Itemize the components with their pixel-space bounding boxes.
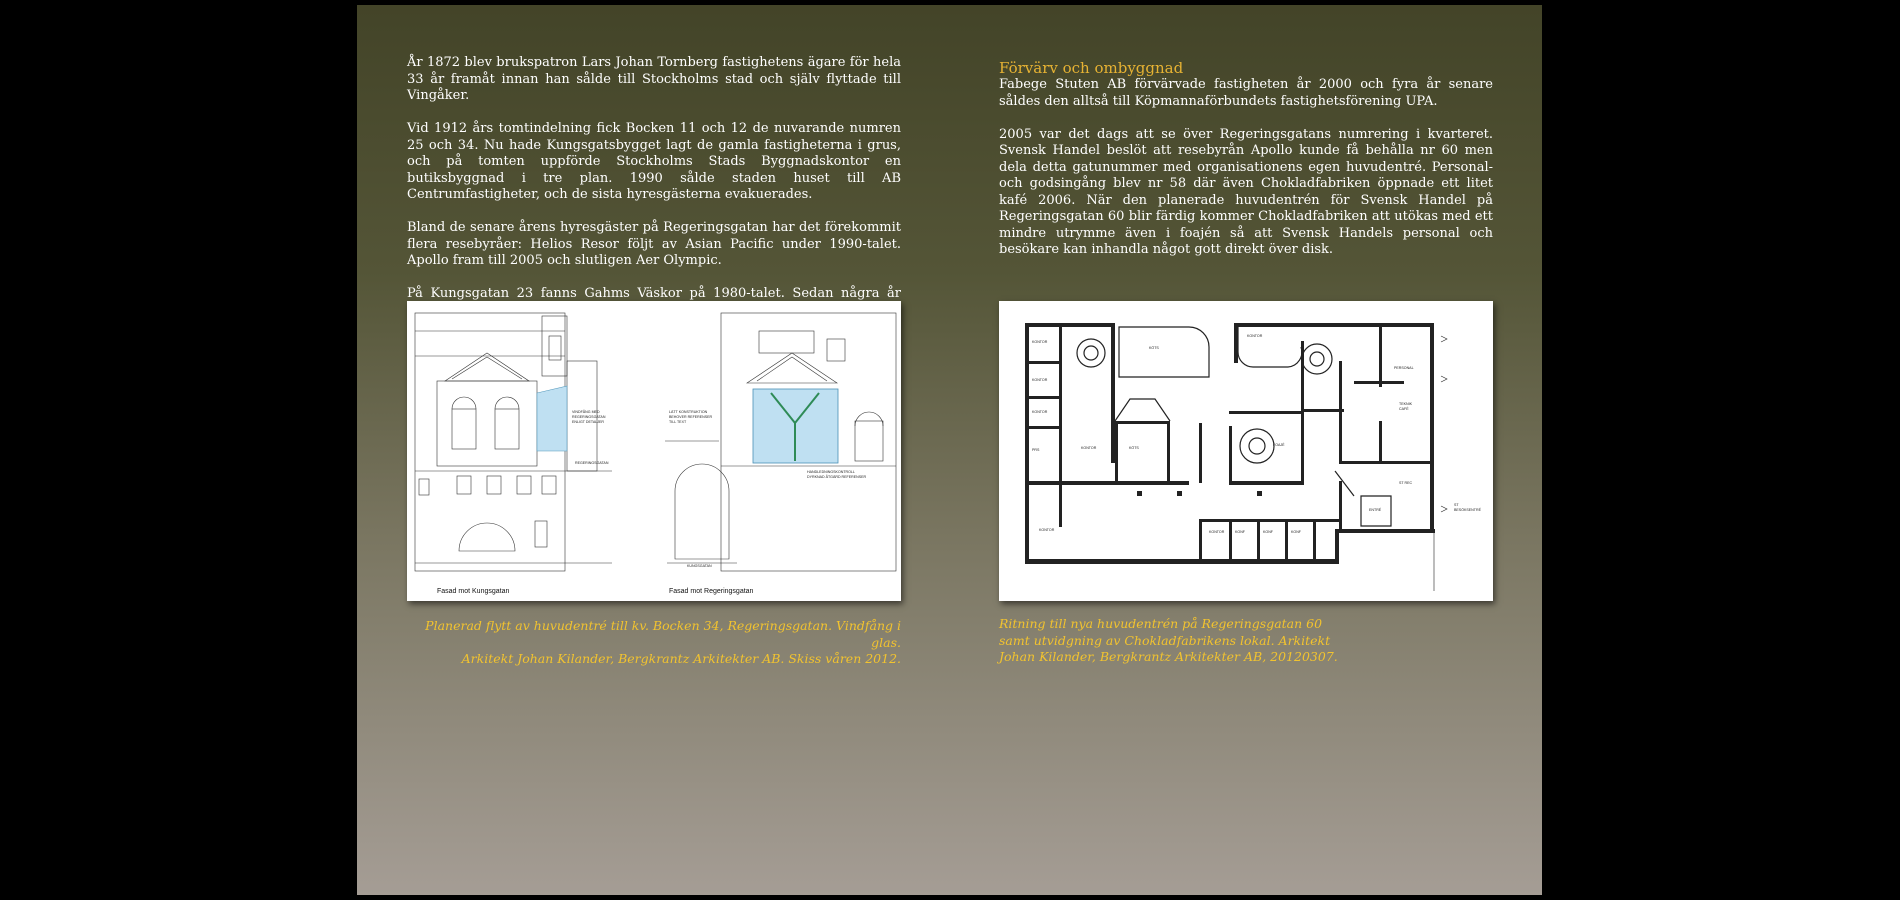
right-text-column [999,55,1493,275]
svg-text:KONTOR: KONTOR [1247,334,1263,338]
svg-text:KONTOR: KONTOR [1209,530,1225,534]
svg-text:BESÖKSENTRÉ: BESÖKSENTRÉ [1454,508,1481,512]
paragraph-tenants-kungsgatan: På Kungsgatan 23 fanns Gahms Väskor på 1980-talet. Sedan några år [407,286,901,301]
facade-drawing-svg [407,301,901,601]
caption-left [407,618,901,668]
floor-plan-image [999,301,1493,601]
caption-left-line-2: Arkitekt Johan Kilander, Bergkrantz Arkitekter AB. Skiss våren 2012. [461,651,901,666]
svg-text:KONTOR: KONTOR [1081,446,1097,450]
svg-text:BEHOVER REFERENSER: BEHOVER REFERENSER [669,415,713,419]
svg-text:ST REC: ST REC [1399,481,1413,485]
svg-text:KONTOR: KONTOR [1039,528,1055,532]
caption-left-line-1: Planerad flytt av huvudentré till kv. Bocken 34, Regeringsgatan. Vindfång i glas. [425,618,901,650]
svg-text:KÖTS: KÖTS [1129,446,1139,450]
svg-text:KONF: KONF [1263,530,1273,534]
paragraph-history-1872: År 1872 blev brukspatron Lars Johan Tornberg fastighetens ägare för hela 33 år framåt innan han sålde till Stockholms stad och själv flyttade till Vingåker. [407,55,901,103]
paragraph-acquisition: Fabege Stuten AB förvärvade fastigheten år 2000 och fyra år senare såldes den alltså till Köpmannaförbundets fastighetsförening UPA. [999,77,1493,109]
svg-text:REGERINGSGATAN: REGERINGSGATAN [575,461,609,465]
svg-text:REGERINGSGATAN: REGERINGSGATAN [572,415,606,419]
svg-text:DYRKNAD ÅTGÄRD REFERENSER: DYRKNAD ÅTGÄRD REFERENSER [807,475,867,479]
svg-text:KONTOR: KONTOR [1032,340,1048,344]
caption-right-line-1: Ritning till nya huvudentrén på Regeringsgatan 60 [999,616,1323,631]
caption-right-line-2: samt utvidgning av Chokladfabrikens lokal. Arkitekt [999,632,1331,648]
caption-right [999,616,1493,666]
svg-text:KONTOR: KONTOR [1032,410,1048,414]
svg-text:KONF: KONF [1291,530,1301,534]
label-fasad-regeringsgatan: Fasad mot Regeringsgatan [669,588,754,595]
section-heading: Förvärv och ombyggnad [999,59,1184,77]
document-page [357,5,1542,895]
left-text-column [407,55,901,336]
svg-text:HANDLEDNINGSKONTROLL: HANDLEDNINGSKONTROLL [807,470,855,474]
svg-text:PERSONAL: PERSONAL [1394,366,1414,370]
paragraph-tenants-travel: Bland de senare årens hyresgäster på Regeringsgatan har det förekommit flera resebyråer: Helios Resor följt av Asian Pacific under 1990-talet. Apollo fram till 2005 och slutligen Aer Olympic. [407,220,901,268]
svg-text:VINDFÅNG MED: VINDFÅNG MED [572,410,600,414]
svg-text:ENLIGT DETALJER: ENLIGT DETALJER [572,420,605,424]
paragraph-renumbering: 2005 var det dags att se över Regeringsgatans numrering i kvarteret. Svensk Handel beslöt att resebyrån Apollo kunde få behålla nr 60 men dela detta gatunummer med organisationens egen huvudentré. Personal- och godsingång blev nr 58 där även Chokladfabriken öppnade ett litet kafé 2006. När den planerade huvudentrén för Svensk Handel på Regeringsgatan 60 blir färdig kommer Chokladfabriken att utökas med ett mindre utrymme även i foajén så att Svensk Handels personal och besökare kan inhandla något gott direkt över disk. [999,126,1493,257]
facade-drawing-image [407,301,901,601]
svg-text:KONF: KONF [1235,530,1245,534]
svg-text:CAFÉ: CAFÉ [1399,407,1409,411]
caption-right-line-3: Johan Kilander, Bergkrantz Arkitekter AB, 20120307. [999,649,1338,664]
svg-text:KÖTS: KÖTS [1149,346,1159,350]
floor-plan-svg [999,301,1493,601]
svg-text:ST: ST [1454,503,1459,507]
svg-text:PRS: PRS [1032,448,1040,452]
svg-text:FOAJÉ: FOAJÉ [1273,443,1285,447]
svg-text:KONTOR: KONTOR [1032,378,1048,382]
svg-text:LÄTT KONSTRUKTION: LÄTT KONSTRUKTION [669,410,708,414]
label-fasad-kungsgatan: Fasad mot Kungsgatan [437,588,510,595]
svg-text:KUNGSGATAN: KUNGSGATAN [687,564,712,568]
svg-text:TEKNIK: TEKNIK [1399,402,1412,406]
svg-text:TILL TEXT: TILL TEXT [669,420,687,424]
paragraph-history-1912: Vid 1912 års tomtindelning fick Bocken 11 och 12 de nuvarande numren 25 och 34. Nu hade Kungsgatsbygget lagt de gamla fastigheterna i grus, och på tomten uppförde Stockholms Stads Byggnadskontor en butiksbyggnad i tre plan. 1990 sålde staden huset till AB Centrumfastigheter, och de sista hyresgästerna evakuerades. [407,121,901,202]
svg-text:ENTRÉ: ENTRÉ [1369,508,1382,512]
